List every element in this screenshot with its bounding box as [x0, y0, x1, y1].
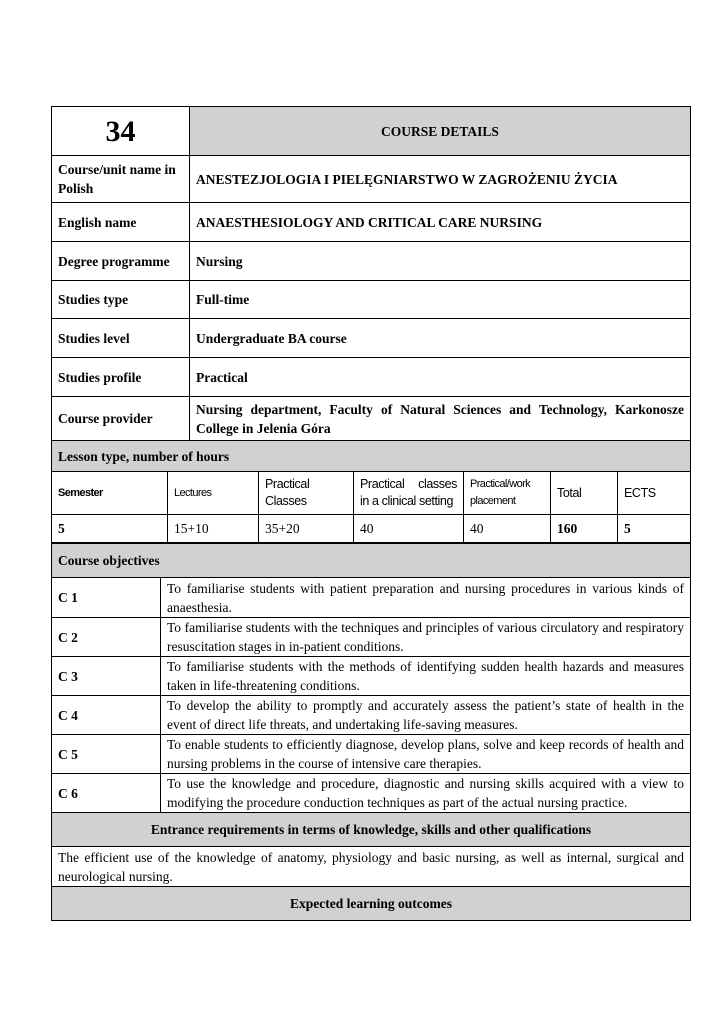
- outcomes-heading: Expected learning outcomes: [52, 887, 691, 921]
- studies-profile-value: Practical: [190, 358, 691, 397]
- english-name-value: ANAESTHESIOLOGY AND CRITICAL CARE NURSING: [190, 203, 691, 242]
- polish-name-label: Course/unit name in Polish: [52, 156, 190, 203]
- value-total: 160: [551, 515, 618, 543]
- objective-code: C 2: [52, 618, 161, 657]
- hours-table: [51, 440, 691, 543]
- studies-level-label: Studies level: [52, 319, 190, 358]
- value-practical-classes: 35+20: [259, 515, 354, 543]
- header-total: Total: [551, 472, 618, 515]
- degree-programme-value: Nursing: [190, 242, 691, 281]
- english-name-label: English name: [52, 203, 190, 242]
- header-clinical-setting: Practical classes in a clinical setting: [354, 472, 464, 515]
- objective-text: To familiarise students with the techniques and principles of various circulatory and respiratory resuscitation stages in in-patient conditions.: [161, 618, 691, 657]
- entrance-text: The efficient use of the knowledge of anatomy, physiology and basic nursing, as well as internal, surgical and neurological nursing.: [52, 847, 691, 887]
- objective-code: C 3: [52, 657, 161, 696]
- studies-type-value: Full-time: [190, 281, 691, 319]
- objectives-heading: Course objectives: [52, 544, 691, 578]
- objective-text: To familiarise students with patient preparation and nursing procedures in various kinds of anaesthesia.: [161, 578, 691, 618]
- value-clinical-setting: 40: [354, 515, 464, 543]
- value-semester: 5: [52, 515, 168, 543]
- value-work-placement: 40: [464, 515, 551, 543]
- header-semester: Semester: [52, 472, 168, 515]
- course-provider-value: Nursing department, Faculty of Natural Sciences and Technology, Karkonosze College in Jelenia Góra: [190, 397, 691, 441]
- objective-text: To use the knowledge and procedure, diagnostic and nursing skills acquired with a view to modifying the procedure conduction techniques as part of the actual nursing practice.: [161, 774, 691, 813]
- objective-text: To develop the ability to promptly and accurately assess the patient’s state of health in the event of direct life threats, and undertaking life-saving measures.: [161, 696, 691, 735]
- course-details-heading: COURSE DETAILS: [190, 107, 691, 156]
- entrance-heading: Entrance requirements in terms of knowledge, skills and other qualifications: [52, 813, 691, 847]
- studies-level-value: Undergraduate BA course: [190, 319, 691, 358]
- objective-text: To familiarise students with the methods of identifying sudden health hazards and measures taken in life-threatening conditions.: [161, 657, 691, 696]
- degree-programme-label: Degree programme: [52, 242, 190, 281]
- header-ects: ECTS: [618, 472, 691, 515]
- studies-type-label: Studies type: [52, 281, 190, 319]
- polish-name-value: ANESTEZJOLOGIA I PIELĘGNIARSTWO W ZAGROŻENIU ŻYCIA: [190, 156, 691, 203]
- objective-code: C 6: [52, 774, 161, 813]
- header-work-placement: Practical/work placement: [464, 472, 551, 515]
- course-provider-label: Course provider: [52, 397, 190, 441]
- value-lectures: 15+10: [168, 515, 259, 543]
- objectives-table: [51, 543, 691, 921]
- hours-heading: Lesson type, number of hours: [52, 441, 691, 472]
- header-practical-classes: Practical Classes: [259, 472, 354, 515]
- studies-profile-label: Studies profile: [52, 358, 190, 397]
- objective-code: C 1: [52, 578, 161, 618]
- objective-code: C 5: [52, 735, 161, 774]
- header-lectures: Lectures: [168, 472, 259, 515]
- course-number: 34: [52, 107, 190, 156]
- objective-code: C 4: [52, 696, 161, 735]
- course-details-table: [51, 106, 691, 441]
- value-ects: 5: [618, 515, 691, 543]
- objective-text: To enable students to efficiently diagnose, develop plans, solve and keep records of health and nursing problems in the course of intensive care therapies.: [161, 735, 691, 774]
